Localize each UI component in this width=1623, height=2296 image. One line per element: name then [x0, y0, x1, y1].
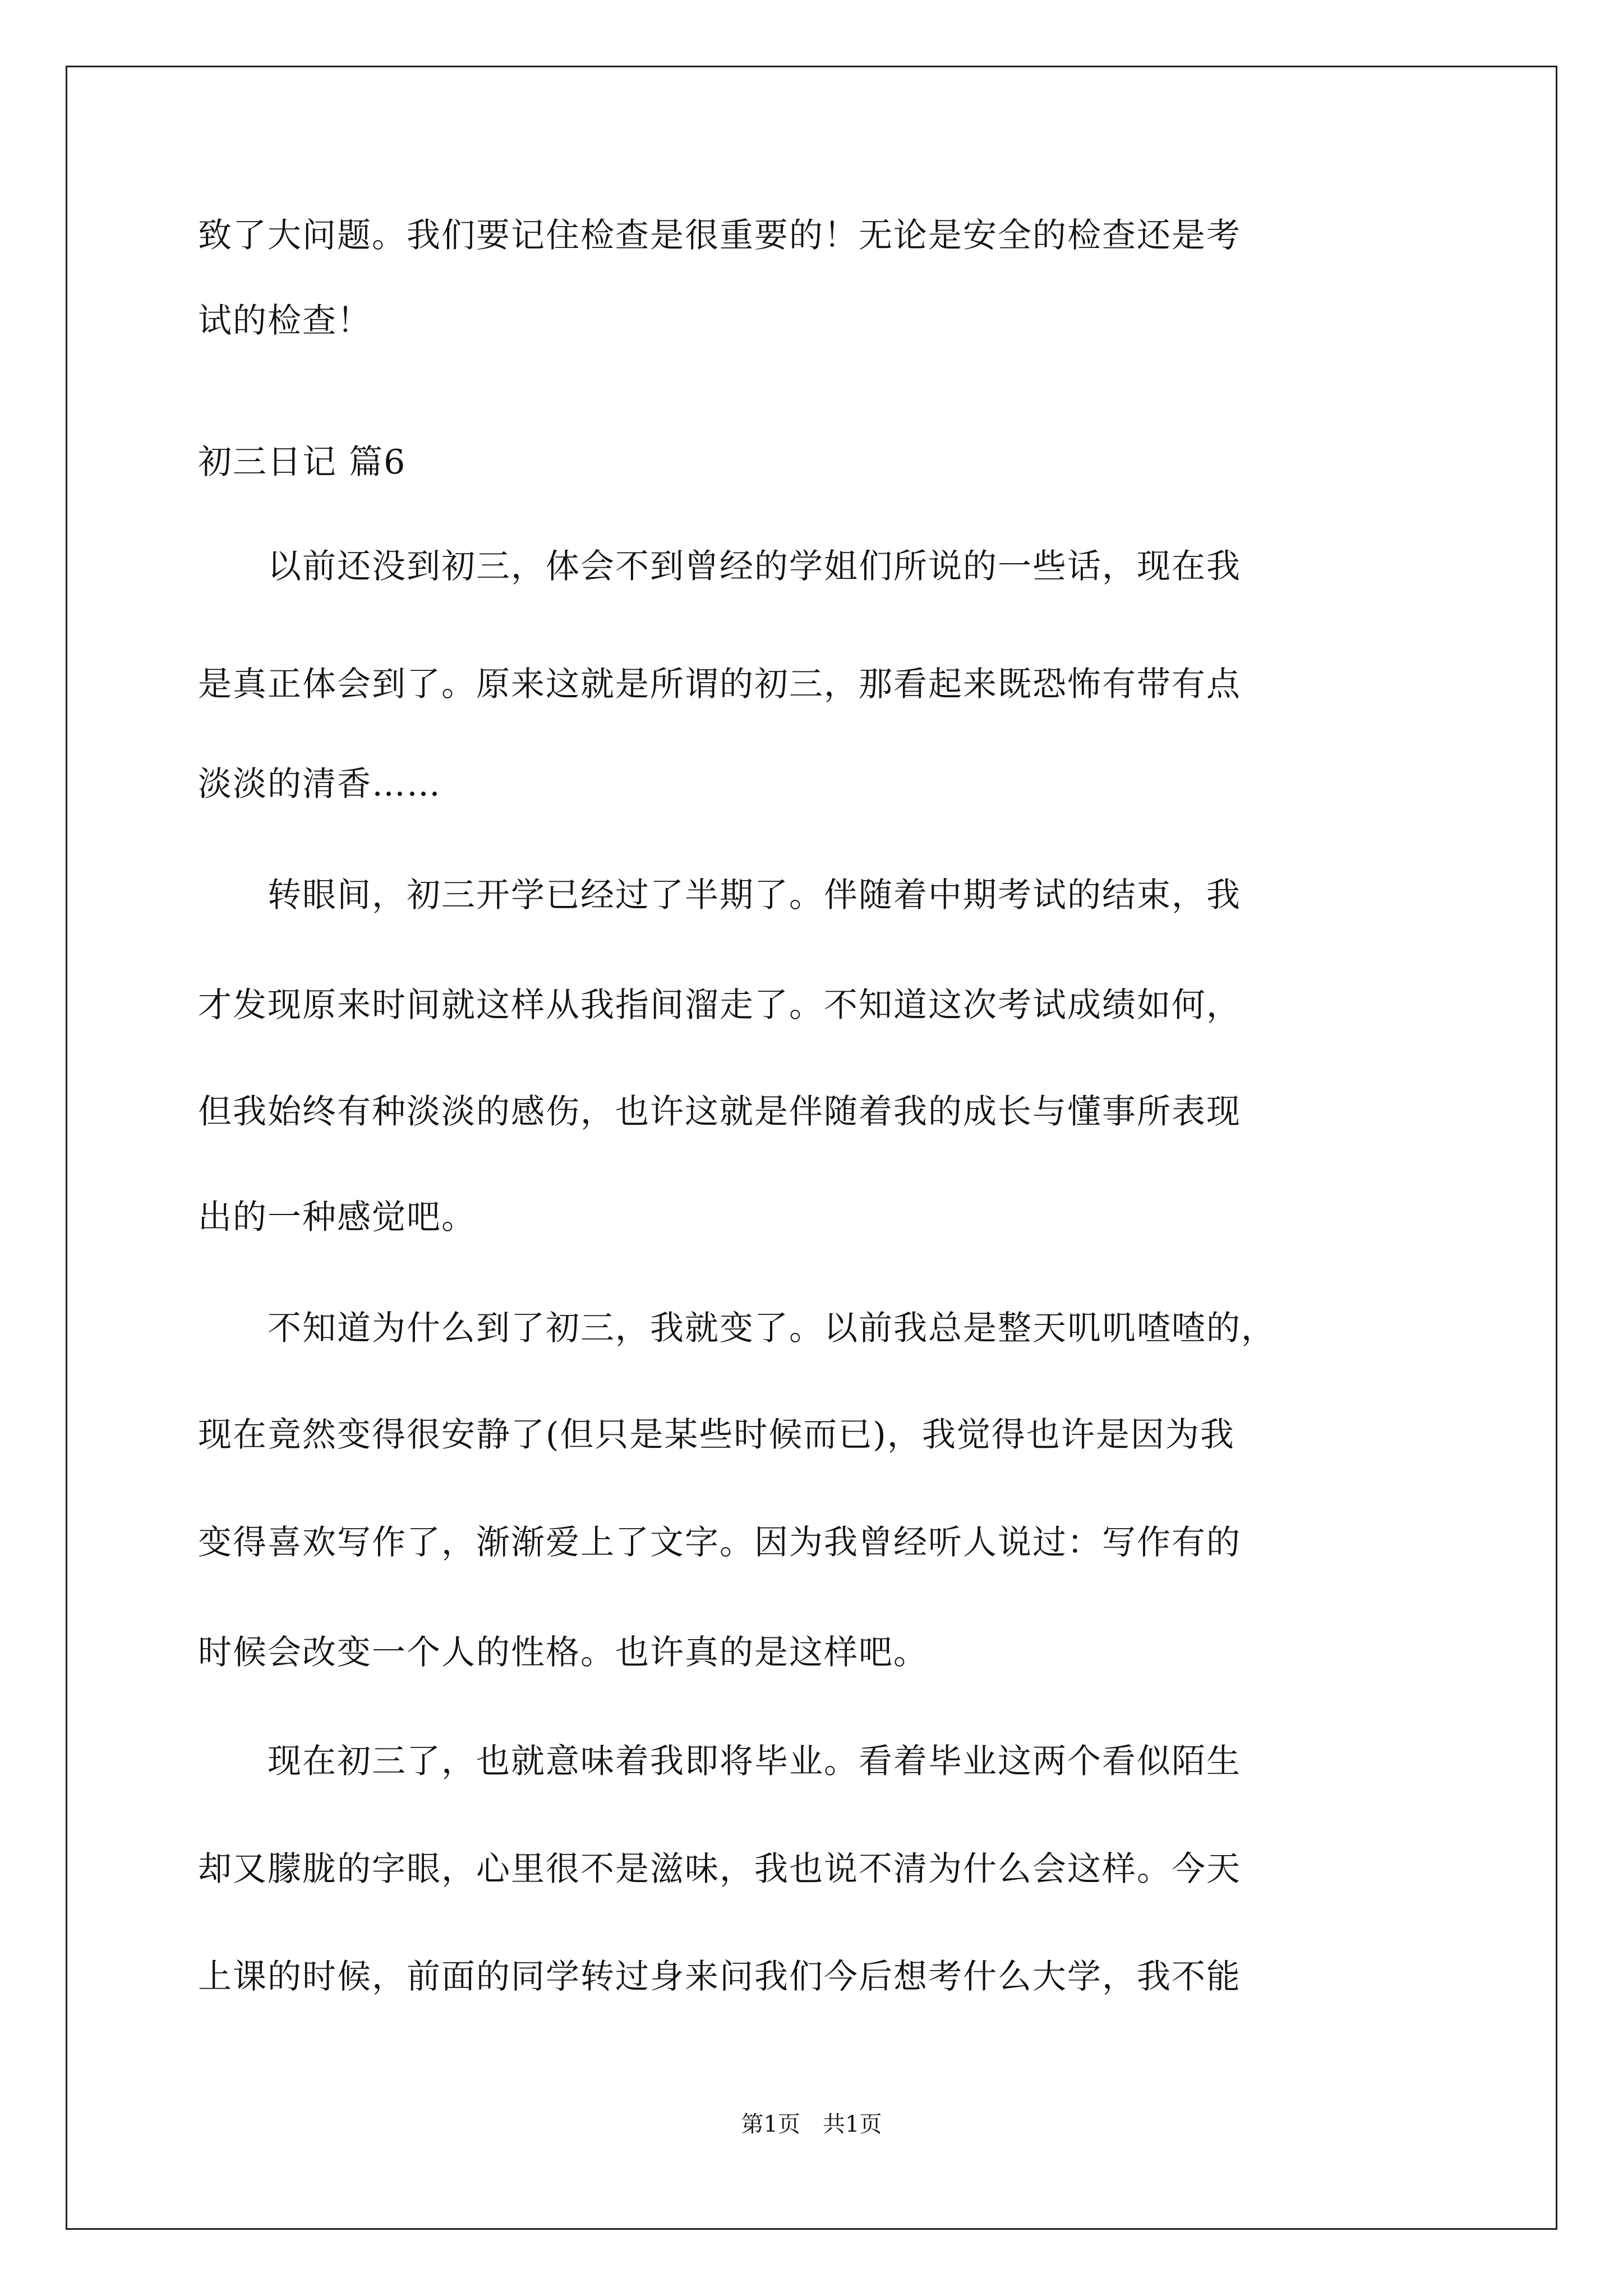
section-heading: 初三日记 篇6 — [198, 443, 407, 482]
text-line: 却又朦胧的字眼，心里很不是滋味，我也说不清为什么会这样。今天 — [198, 1849, 1241, 1889]
text-line: 转眼间，初三开学已经过了半期了。伴随着中期考试的结束，我 — [198, 876, 1241, 915]
page-footer: 第1页 共1页 — [741, 2111, 882, 2137]
text-line: 才发现原来时间就这样从我指间溜走了。不知道这次考试成绩如何， — [198, 986, 1241, 1025]
text-line: 但我始终有种淡淡的感伤，也许这就是伴随着我的成长与懂事所表现 — [198, 1092, 1241, 1131]
text-line: 以前还没到初三，体会不到曾经的学姐们所说的一些话，现在我 — [198, 547, 1241, 586]
text-line: 试的检查！ — [198, 301, 372, 341]
text-line: 上课的时候，前面的同学转过身来问我们今后想考什么大学，我不能 — [198, 1957, 1241, 1996]
text-line: 不知道为什么到了初三，我就变了。以前我总是整天叽叽喳喳的， — [198, 1309, 1276, 1348]
text-line: 淡淡的清香…… — [198, 765, 441, 804]
page-border — [66, 66, 1557, 2230]
text-line: 致了大问题。我们要记住检查是很重要的！无论是安全的检查还是考 — [198, 216, 1241, 255]
text-line: 时候会改变一个人的性格。也许真的是这样吧。 — [198, 1633, 928, 1672]
text-line: 现在初三了，也就意味着我即将毕业。看着毕业这两个看似陌生 — [198, 1742, 1241, 1781]
text-line: 出的一种感觉吧。 — [198, 1198, 476, 1237]
text-line: 现在竟然变得很安静了(但只是某些时候而已)，我觉得也许是因为我 — [198, 1415, 1235, 1455]
text-line: 变得喜欢写作了，渐渐爱上了文字。因为我曾经听人说过：写作有的 — [198, 1523, 1241, 1562]
text-line: 是真正体会到了。原来这就是所谓的初三，那看起来既恐怖有带有点 — [198, 665, 1241, 704]
